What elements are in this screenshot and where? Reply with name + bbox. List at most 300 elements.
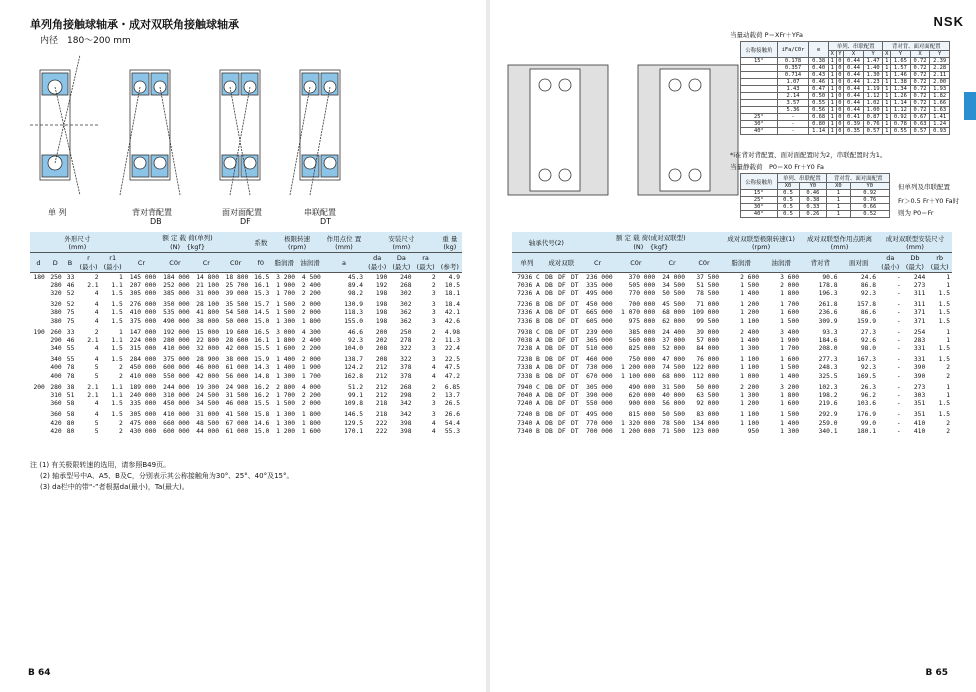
right-cell: 159.9 (857, 317, 876, 325)
right-cell: 96.2 (860, 392, 876, 400)
label-single: 单 列 (48, 208, 67, 217)
bearing-diagrams-left (20, 55, 370, 215)
th-code: 轴承代号(2) (512, 232, 581, 253)
left-cell: 5 (94, 427, 99, 435)
left-cell: 15 000 (196, 328, 220, 336)
mini1-cell: 1.14 (891, 100, 911, 107)
left-cell: 212 (375, 364, 388, 372)
right-cell: 157.8 (857, 301, 876, 309)
mini1-cell: 0.38 (809, 58, 829, 65)
mini1-cell: 1.57 (891, 65, 911, 72)
right-cell: DF (558, 411, 566, 419)
right-cell: - (896, 301, 901, 309)
mini1-cell: 1 (828, 121, 836, 128)
left-cell: 1 800 (301, 411, 321, 419)
right-cell: 7938 C (517, 328, 540, 336)
left-cell: 450 000 (129, 364, 157, 372)
left-row (30, 336, 462, 344)
mini1-cell: 0.46 (809, 79, 829, 86)
right-row (512, 427, 952, 435)
right-cell: 325.5 (818, 372, 838, 380)
mini1-cell (741, 79, 778, 86)
left-cell: 78 (66, 364, 75, 372)
mini1-cell: 0.67 (910, 114, 930, 121)
right-cell: DT (571, 281, 579, 289)
mini1-head-0: 公称接触角 (741, 42, 778, 58)
left-cell: 15.0 (254, 317, 270, 325)
mini1-cell: 1.12 (863, 93, 883, 100)
right-cell: 410 (913, 419, 926, 427)
right-cell: 7036 A (517, 281, 540, 289)
right-row (512, 301, 952, 309)
left-cell: 46 (66, 336, 75, 344)
right-cell: 2 (946, 364, 950, 372)
right-cell: 311 (913, 289, 926, 297)
right-cell: DB (545, 281, 553, 289)
left-cell: 14.5 (254, 309, 270, 317)
left-col-10: 脂润滑 (271, 253, 297, 273)
mini2-cell: 40° (741, 211, 778, 218)
right-cell: 2 (946, 419, 950, 427)
right-cell: 34 500 (662, 281, 685, 289)
right-cell: 1.5 (938, 400, 950, 408)
right-cell: 273 (913, 383, 926, 391)
right-cell: 2 400 (740, 328, 760, 336)
right-cell: 370 000 (628, 273, 656, 281)
mini1-cell (741, 100, 778, 107)
mini1-row (741, 128, 950, 135)
left-cell: 1.1 (111, 383, 123, 391)
th-c0r2: C0r (687, 253, 721, 273)
left-col-3: r (最小) (76, 253, 100, 273)
left-cell: 2 000 (301, 400, 321, 408)
left-cell (30, 301, 47, 309)
left-cell: 170.1 (344, 427, 364, 435)
th-da: da (最小) (878, 253, 903, 273)
right-cell: 1 070 000 (621, 309, 656, 317)
right-cell: 351 (913, 411, 926, 419)
right-cell: 102.3 (818, 383, 838, 391)
right-cell: 309.9 (818, 317, 838, 325)
left-cell: 4 (431, 427, 436, 435)
left-cell: 385 000 (163, 289, 190, 297)
mini2-head-0: 公称接触角 (741, 174, 778, 190)
mini1-head-1: iFa/C0r (777, 42, 809, 58)
left-row (30, 400, 462, 408)
mini2-cell: 0.5 (777, 197, 799, 204)
mini1-cell: 0 (836, 107, 844, 114)
mini2-row (741, 204, 890, 211)
right-cell: 1 200 (740, 301, 760, 309)
left-cell: 2 200 (301, 392, 321, 400)
left-row (30, 328, 462, 336)
mini1-cell: 1 (828, 93, 836, 100)
th-db: 背对背 (801, 253, 839, 273)
th-dims: 外形尺寸 (mm) (30, 232, 125, 253)
mini1-row (741, 114, 950, 121)
right-cell: 1 (946, 336, 950, 344)
right-cell: 605 000 (586, 317, 613, 325)
mini2-head-1: 单列、串联配置 (777, 174, 827, 183)
right-row (512, 391, 952, 399)
left-cell (30, 309, 47, 317)
right-row (512, 317, 952, 325)
left-cell: 276 000 (129, 301, 157, 309)
right-cell: 63 500 (696, 392, 720, 400)
mini2-head-2: 背对背、面对面配置 (827, 174, 890, 183)
label-db-code: DB (150, 217, 162, 226)
right-cell: - (896, 383, 901, 391)
left-cell: 4.9 (448, 273, 460, 281)
left-col-4: r1 (最小) (101, 253, 125, 273)
right-cell: 283 (913, 336, 926, 344)
left-page (0, 0, 486, 692)
right-cell: 84 000 (696, 345, 720, 353)
mini1-cell: 1 (828, 128, 836, 135)
right-cell: 385 000 (628, 328, 656, 336)
left-cell: 1 (118, 328, 123, 336)
right-cell: - (896, 289, 901, 297)
right-cell: 510 000 (586, 345, 613, 353)
left-cell: 3 (431, 400, 436, 408)
right-cell: DT (571, 289, 579, 297)
left-cell: 4 (94, 317, 99, 325)
mini1-cell: 0.72 (910, 65, 930, 72)
right-cell: 1 500 (780, 411, 800, 419)
left-cell: 4 (94, 345, 99, 353)
left-cell: 342 (400, 400, 412, 408)
right-row (512, 383, 952, 391)
mini1-cell: 1 (883, 121, 891, 128)
left-cell: 16.2 (254, 383, 270, 391)
mini1-cell: 2.11 (930, 72, 950, 79)
right-cell: 2 (946, 427, 950, 435)
eq-cond: Fr＞0.5 Fr＋Y0 Fa时 (898, 197, 960, 205)
right-cell: 665 000 (586, 309, 613, 317)
left-cell: 2 (431, 273, 436, 281)
right-cell: 1 100 (740, 419, 760, 427)
right-cell: DB (545, 309, 553, 317)
mini1-sub-6: X (910, 51, 930, 58)
right-cell: 1 200 (740, 400, 760, 408)
mini1-cell: 0.80 (809, 121, 829, 128)
left-cell: 42 000 (225, 345, 249, 353)
right-cell: 45 500 (662, 301, 685, 309)
right-cell: 1 400 (740, 289, 760, 297)
th-db2: Db (最大) (903, 253, 928, 273)
left-cell: 2 200 (301, 289, 321, 297)
th-load-pair: 额 定 载 荷(成对双联型) (N) {kgf} (581, 232, 721, 253)
right-cell: 24.6 (860, 273, 876, 281)
right-cell: DT (571, 309, 579, 317)
right-row (512, 336, 952, 344)
left-cell: 207 000 (129, 281, 157, 289)
left-cell: 28 600 (225, 336, 249, 344)
right-cell: DF (558, 317, 566, 325)
th-inst: 安装尺寸 (mm) (365, 232, 438, 253)
left-cell: 3 (431, 317, 436, 325)
right-cell: 1 700 (780, 301, 800, 309)
right-cell: 3 600 (780, 273, 800, 281)
right-cell: 311 (913, 301, 926, 309)
left-cell: 4.98 (444, 328, 460, 336)
mini1-cell: 0 (836, 72, 844, 79)
right-cell: DF (558, 427, 566, 435)
right-cell: 57 000 (696, 336, 720, 344)
left-cell: 58 (66, 400, 75, 408)
left-cell: 4 (431, 364, 436, 372)
mini1-cell: 1 (883, 100, 891, 107)
mini1-cell: 0.63 (910, 121, 930, 128)
left-cell: 1 (118, 273, 123, 281)
note-2: (2) 轴承型号中A、A5、B及C，分别表示其公称接触角为30°、25°、40°及15°。 (40, 472, 294, 480)
left-cell: 360 (50, 400, 62, 408)
label-df-code: DF (240, 217, 251, 226)
right-cell: 305 000 (586, 383, 613, 391)
right-cell: 50 500 (662, 289, 685, 297)
right-cell: 176.9 (857, 411, 876, 419)
section-tab (964, 92, 976, 120)
left-cell: 50 000 (225, 317, 249, 325)
left-cell: 2 400 (301, 336, 321, 344)
left-cell: 268 (400, 281, 412, 289)
left-cell: 1 300 (276, 411, 296, 419)
right-cell: 37 500 (696, 273, 720, 281)
left-cell: 19 600 (225, 328, 249, 336)
right-cell: 7238 B (517, 356, 540, 364)
right-cell: 83 000 (696, 411, 720, 419)
nsk-logo: NSK (933, 14, 964, 29)
right-cell: 390 (913, 372, 926, 380)
left-cell: 252 000 (163, 281, 190, 289)
left-cell: 302 (400, 289, 412, 297)
right-cell: 236 000 (586, 273, 613, 281)
right-cell: 2 000 (780, 281, 800, 289)
left-cell: 600 000 (163, 427, 190, 435)
mini1-cell: 0.72 (910, 72, 930, 79)
left-cell: 375 000 (163, 356, 190, 364)
left-cell (30, 345, 47, 353)
right-cell: 26.3 (860, 383, 876, 391)
mounting-diagrams-right (500, 55, 740, 205)
right-cell: 1 000 (740, 372, 760, 380)
right-cell: - (896, 309, 901, 317)
left-cell: 600 000 (163, 364, 190, 372)
right-cell: - (896, 392, 901, 400)
left-cell: 6.85 (444, 383, 460, 391)
right-cell: DF (558, 419, 566, 427)
right-cell: 24 000 (662, 273, 685, 281)
right-cell: 825 000 (628, 345, 656, 353)
left-cell: 25 700 (225, 281, 249, 289)
right-cell: DT (571, 392, 579, 400)
left-cell: 475 000 (129, 419, 157, 427)
right-row (512, 281, 952, 289)
left-cell: 4 (431, 419, 436, 427)
right-cell: - (896, 328, 901, 336)
right-row (512, 372, 952, 380)
right-cell: 560 000 (628, 336, 656, 344)
left-cell: 32 000 (196, 345, 220, 353)
mini1-cell: 1.14 (809, 128, 829, 135)
right-cell: 620 000 (628, 392, 656, 400)
left-cell: 35 500 (225, 301, 249, 309)
left-cell: 1.5 (111, 317, 123, 325)
left-cell: 54 500 (225, 309, 249, 317)
right-cell: 92.3 (860, 289, 876, 297)
mini1-cell: 0.44 (844, 79, 864, 86)
right-cell: 7236 B (517, 301, 540, 309)
left-cell: 46 000 (196, 364, 220, 372)
left-cell: 52 (66, 289, 75, 297)
left-cell: 33 (66, 328, 75, 336)
right-cell: 134 000 (692, 419, 720, 427)
left-cell: 52 (66, 301, 75, 309)
right-cell: DT (571, 273, 579, 281)
right-cell: 371 (913, 309, 926, 317)
right-cell: 76 000 (696, 356, 720, 364)
left-cell: 180 (33, 273, 45, 281)
page-number-left: B 64 (28, 668, 51, 678)
mini1-cell: 0.56 (809, 107, 829, 114)
mini1-cell: 1.66 (930, 100, 950, 107)
mini1-cell: 1 (883, 58, 891, 65)
left-cell: 16.5 (254, 328, 270, 336)
right-cell: 1 300 (740, 345, 760, 353)
right-cell: 303 (913, 392, 926, 400)
right-cell: 27.3 (860, 328, 876, 336)
mini1-sub-2: X (844, 51, 864, 58)
left-cell: 362 (400, 317, 412, 325)
right-cell: DT (571, 427, 579, 435)
mini1-sub-4: X (883, 51, 891, 58)
right-cell: 1 100 (740, 356, 760, 364)
right-cell: 31 500 (662, 383, 685, 391)
left-cell: 55.3 (444, 427, 460, 435)
right-cell: 390 (913, 364, 926, 372)
left-cell: 1 200 (276, 427, 296, 435)
th-c0r1: C0r (615, 253, 658, 273)
right-cell: DF (558, 289, 566, 297)
left-cell: 38 000 (225, 356, 249, 364)
left-cell: 3 (431, 356, 436, 364)
mini1-cell (741, 93, 778, 100)
th-weight: 重 量 (kg) (438, 232, 462, 253)
left-cell: 16.2 (254, 392, 270, 400)
right-cell: 52 000 (662, 345, 685, 353)
left-cell: 305 000 (129, 411, 157, 419)
left-cell: 322 (400, 356, 412, 364)
mini1-cell: 0.39 (844, 121, 864, 128)
mini1-cell: 40° (741, 128, 778, 135)
mini1-head-4: 背对背、面对面配置 (883, 42, 950, 51)
left-cell: 4 (94, 411, 99, 419)
right-data-table (512, 232, 952, 435)
right-cell: 365 000 (586, 336, 613, 344)
mini1-cell: 1 (883, 93, 891, 100)
th-grease: 脂润滑 (721, 253, 761, 273)
right-cell: DB (545, 383, 553, 391)
right-row (512, 356, 952, 364)
mini1-cell: 0.92 (891, 114, 911, 121)
mini1-cell: - (777, 121, 809, 128)
right-cell: 7040 A (517, 392, 540, 400)
mini2-cell: 0.46 (799, 190, 827, 197)
left-cell: 1 700 (276, 392, 296, 400)
mini1-cell: 0.40 (809, 65, 829, 72)
mini1-cell: 1 (883, 107, 891, 114)
right-cell: 1.5 (938, 356, 950, 364)
th-cr1: Cr (581, 253, 615, 273)
right-cell: 495 000 (586, 289, 613, 297)
left-cell: 268 (400, 383, 412, 391)
left-cell: 2 (94, 328, 99, 336)
left-cell: 290 (50, 336, 62, 344)
mini1-cell: 1 (828, 100, 836, 107)
mini1-cell: 0.357 (777, 65, 809, 72)
left-cell (30, 372, 47, 380)
right-cell: 248.3 (818, 364, 838, 372)
right-cell: DT (571, 411, 579, 419)
left-cell: 15.7 (254, 301, 270, 309)
mini1-cell: 1.00 (863, 107, 883, 114)
mini1-cell: 0 (836, 58, 844, 65)
left-cell: 1 300 (276, 317, 296, 325)
right-cell: DB (545, 364, 553, 372)
mini2-cell: 15° (741, 190, 778, 197)
right-cell: DT (571, 345, 579, 353)
left-cell: 162.8 (344, 372, 364, 380)
left-cell: 13.7 (444, 392, 460, 400)
left-cell: 198 (375, 317, 388, 325)
left-cell: 184 000 (163, 273, 190, 281)
right-cell: 1 (946, 392, 950, 400)
left-cell: 92.3 (347, 336, 364, 344)
right-cell: DB (545, 345, 553, 353)
right-cell: - (896, 317, 901, 325)
mini1-head-3: 单列、串联配置 (828, 42, 883, 51)
left-row (30, 273, 462, 282)
right-cell: 1 400 (740, 336, 760, 344)
left-cell: 58 (66, 411, 75, 419)
left-cell: 11.3 (444, 336, 460, 344)
left-cell: 104.0 (344, 345, 364, 353)
left-cell: 378 (400, 364, 412, 372)
right-cell: - (896, 273, 901, 281)
mini1-cell: 1 (828, 86, 836, 93)
mini1-cell: 30° (741, 121, 778, 128)
eq-note: *i在背对背配置、面对面配置时为2，串联配置时为1。 (730, 151, 887, 159)
left-col-6: C0r (158, 253, 191, 273)
mini1-cell: 0.50 (809, 93, 829, 100)
right-cell: - (896, 356, 901, 364)
mini1-cell: 0.72 (910, 58, 930, 65)
left-row (30, 301, 462, 309)
left-cell: 2 000 (301, 309, 321, 317)
mini1-cell: - (777, 114, 809, 121)
left-cell: 4 (431, 372, 436, 380)
th-apos-pair: 成对双联型作用点距离 (mm) (801, 232, 878, 253)
right-cell: - (896, 364, 901, 372)
left-cell (30, 317, 47, 325)
left-cell: 212 (375, 372, 388, 380)
left-cell: 208 (375, 356, 388, 364)
right-cell: 7240 B (517, 411, 540, 419)
right-cell: 7936 C (517, 273, 540, 281)
left-cell: 430 000 (129, 427, 157, 435)
mini1-cell: 0.43 (809, 72, 829, 79)
left-cell: 340 (50, 356, 62, 364)
